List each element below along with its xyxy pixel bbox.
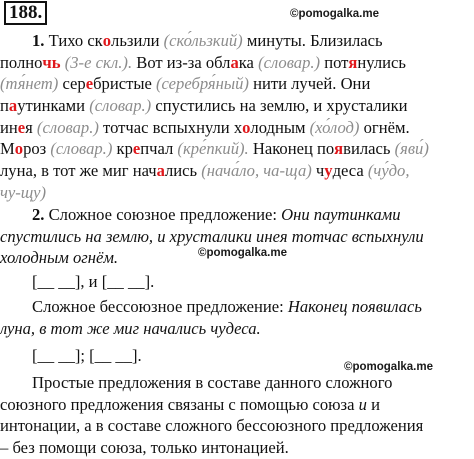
text-segment: лодным [250, 117, 310, 137]
watermark: ©pomogalka.me [344, 361, 433, 373]
text-segment: п [0, 96, 9, 116]
check-word-hint: (кре́пкий). [177, 139, 249, 159]
text-segment: Наконец появилась [287, 297, 422, 316]
highlighted-letter: я [348, 52, 358, 72]
text-segment: холодным огнём. [0, 248, 119, 268]
check-word-hint: (словар.) [50, 139, 113, 159]
text-segment: лись [164, 161, 202, 181]
scheme-asyndetic-text: [__ __]; [__ __]. [32, 346, 142, 365]
asyndetic-line [0, 318, 470, 340]
check-word-hint: (чу́до, [367, 161, 410, 181]
text-segment: спустились на землю, и хрусталики инея тотчас вспыхнули [0, 226, 424, 246]
text-segment: Тихо ск [44, 31, 103, 50]
section-1-line [0, 117, 470, 139]
text-segment: М [0, 139, 15, 159]
watermark: ©pomogalka.me [290, 8, 379, 20]
conclusion-line [0, 437, 470, 459]
scheme-asyndetic [0, 345, 470, 367]
text-segment: тотчас вспыхнули х [98, 117, 243, 137]
text-segment: Простые предложения в составе данного сложного [32, 373, 393, 392]
text-segment: пот [320, 52, 349, 72]
text-segment: Сложное союзное предложение: [44, 205, 282, 224]
check-word-hint: (3-е скл.). [64, 52, 133, 72]
section-2 [0, 204, 470, 269]
asyndetic-line [0, 296, 470, 318]
text-segment: минуты. Близилась [242, 31, 383, 50]
text-segment: я [25, 117, 37, 137]
watermark: ©pomogalka.me [198, 247, 287, 259]
section-2-line [0, 204, 470, 226]
text-segment: деса [332, 161, 368, 181]
check-word-hint: чу-щу) [0, 182, 47, 202]
text-segment: ин [0, 117, 18, 137]
highlighted-letter: а [156, 161, 165, 181]
text-segment: и [358, 394, 367, 414]
section-1-line [0, 95, 470, 117]
section-1 [0, 30, 470, 204]
text-segment: – без помощи союза, только интонацией. [0, 438, 289, 458]
text-segment: сер [58, 74, 86, 94]
text-segment: полно [0, 52, 43, 72]
text-segment: утинками [17, 96, 90, 116]
highlighted-letter: е [85, 74, 94, 94]
highlighted-letter: а [230, 52, 239, 72]
highlighted-letter: я [334, 139, 344, 159]
text-segment: льзили [111, 31, 164, 50]
section-1-line [0, 182, 470, 204]
section-1-line [0, 52, 470, 74]
check-word-hint: (тя́нет) [0, 74, 59, 94]
check-word-hint: (яви́) [394, 139, 429, 159]
text-segment: и [366, 394, 380, 414]
text-segment: Сложное бессоюзное предложение: [32, 297, 288, 316]
text-segment: Они паутинками [281, 205, 401, 224]
section-2-line [0, 247, 470, 269]
text-segment: луна, в тот же миг нач [0, 161, 157, 181]
section-2-line [0, 226, 470, 248]
text-segment: бристые [93, 74, 156, 94]
text-segment: нити лучей. Они [248, 74, 371, 94]
text-segment: кр [112, 139, 133, 159]
text-segment: Вот из-за обл [132, 52, 231, 72]
highlighted-letter: е [132, 139, 141, 159]
text-segment: огнём. [359, 117, 410, 137]
section-1-number: 1. [32, 31, 45, 50]
section-1-line [0, 160, 470, 182]
highlighted-letter: а [8, 96, 18, 116]
section-1-line [0, 30, 470, 52]
section-1-line [0, 138, 470, 160]
highlighted-letter: о [14, 139, 24, 159]
text-segment: союзного предложения связаны с помощью союза [0, 394, 359, 414]
text-segment: луна, в тот же миг начались чудеса. [0, 318, 261, 338]
conclusion-line [0, 372, 470, 394]
scheme-compound-text: [__ __], и [__ __]. [32, 272, 155, 291]
text-segment: вилась [343, 139, 395, 159]
check-word-hint: (словар.) [89, 96, 152, 116]
text-segment: ч [311, 161, 325, 181]
text-segment: интонации, а в составе сложного бессоюзного предложения [0, 416, 424, 436]
conclusion-line [0, 394, 470, 416]
text-segment: 2. [32, 205, 45, 224]
conclusion [0, 372, 470, 459]
highlighted-letter: у [324, 161, 333, 181]
check-word-hint: (нача́ло, ча-ща) [201, 161, 312, 181]
task-number: 188. [4, 1, 47, 25]
asyndetic-sentence [0, 296, 470, 339]
highlighted-letter: о [242, 117, 251, 137]
highlighted-letter: о [102, 31, 112, 50]
conclusion-line [0, 415, 470, 437]
section-1-line [0, 73, 470, 95]
check-word-hint: (серебря́ный) [156, 74, 249, 94]
check-word-hint: (хо́лод) [309, 117, 360, 137]
scheme-compound [0, 271, 470, 293]
check-word-hint: (словар.) [36, 117, 99, 137]
check-word-hint: (ско́льзкий) [163, 31, 243, 50]
text-segment: спустились на землю, и хрусталики [151, 96, 408, 116]
text-segment: Наконец по [248, 139, 335, 159]
check-word-hint: (словар.) [258, 52, 321, 72]
highlighted-letter: е [17, 117, 26, 137]
highlighted-letter: ь [51, 52, 61, 72]
text-segment: роз [23, 139, 51, 159]
text-segment: пчал [140, 139, 178, 159]
highlighted-letter: ч [42, 52, 52, 72]
text-segment: ка [238, 52, 259, 72]
text-segment: нулись [357, 52, 406, 72]
